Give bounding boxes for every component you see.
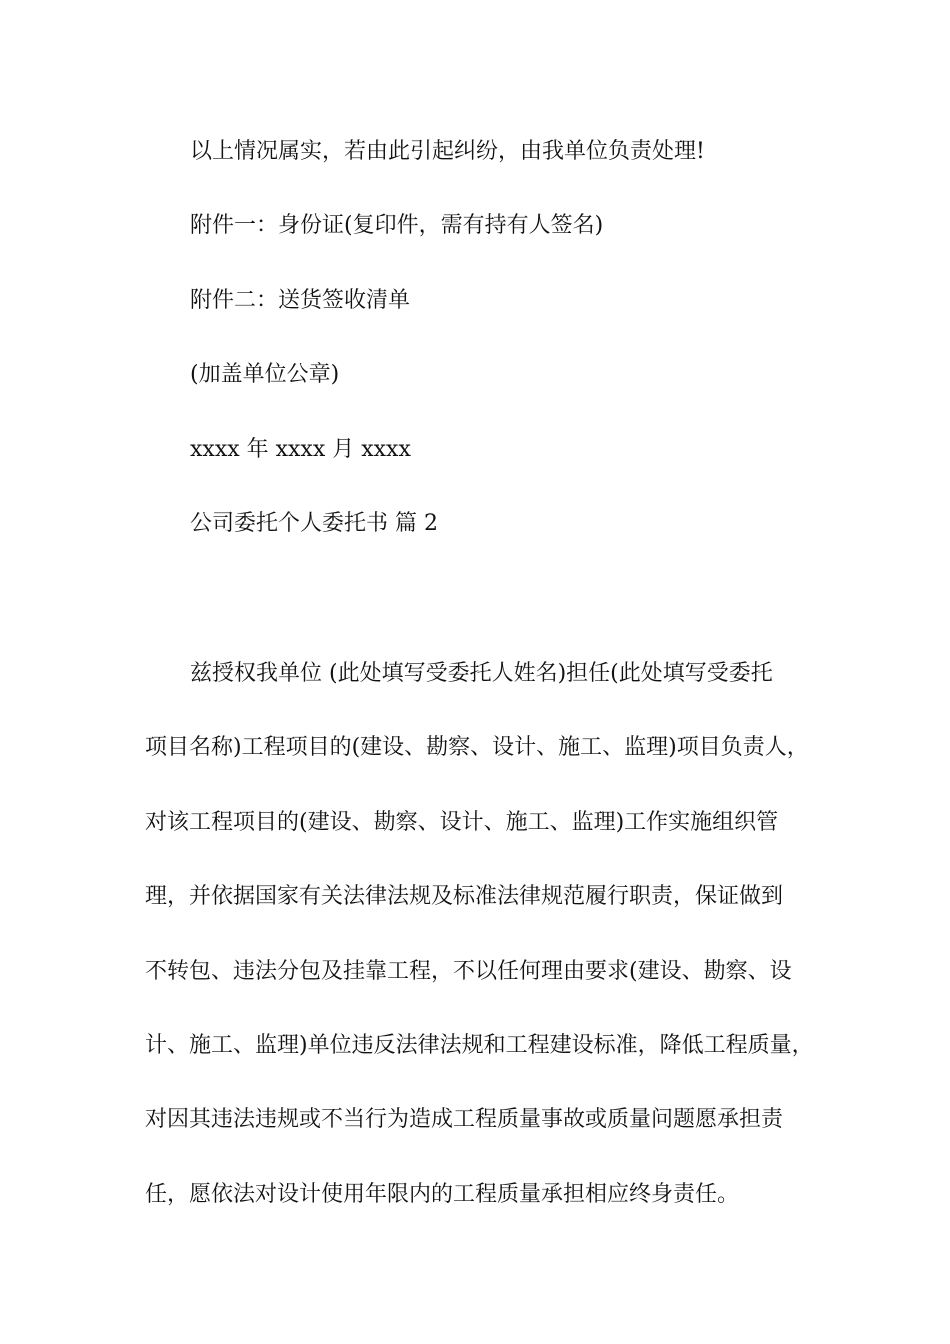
paragraph-line: 项目名称)工程项目的(建设、勘察、设计、施工、监理)项目负责人，: [145, 735, 809, 760]
seal-note-line: (加盖单位公章): [190, 362, 340, 387]
paragraph-line: 理，并依据国家有关法律法规及标准法律规范履行职责，保证做到: [145, 884, 784, 909]
date-line: xxxx 年 xxxx 月 xxxx: [190, 437, 411, 462]
paragraph-line: 任，愿依法对设计使用年限内的工程质量承担相应终身责任。: [145, 1182, 740, 1207]
paragraph-line: 不转包、违法分包及挂靠工程，不以任何理由要求(建设、勘察、设: [145, 959, 792, 984]
attachment-one-line: 附件一：身份证(复印件，需有持有人签名): [190, 213, 604, 238]
section-heading: 公司委托个人委托书 篇 2: [190, 511, 438, 536]
paragraph-line: 计、施工、监理)单位违反法律法规和工程建设标准，降低工程质量，: [145, 1033, 814, 1058]
attachment-two-line: 附件二：送货签收清单: [190, 288, 411, 313]
paragraph-line: 对因其违法违规或不当行为造成工程质量事故或质量问题愿承担责: [145, 1107, 784, 1132]
paragraph-line: 兹授权我单位 (此处填写受委托人姓名)担任(此处填写受委托: [190, 661, 773, 686]
paragraph-line: 对该工程项目的(建设、勘察、设计、施工、监理)工作实施组织管: [145, 810, 779, 835]
statement-line: 以上情况属实，若由此引起纠纷，由我单位负责处理!: [190, 139, 705, 164]
